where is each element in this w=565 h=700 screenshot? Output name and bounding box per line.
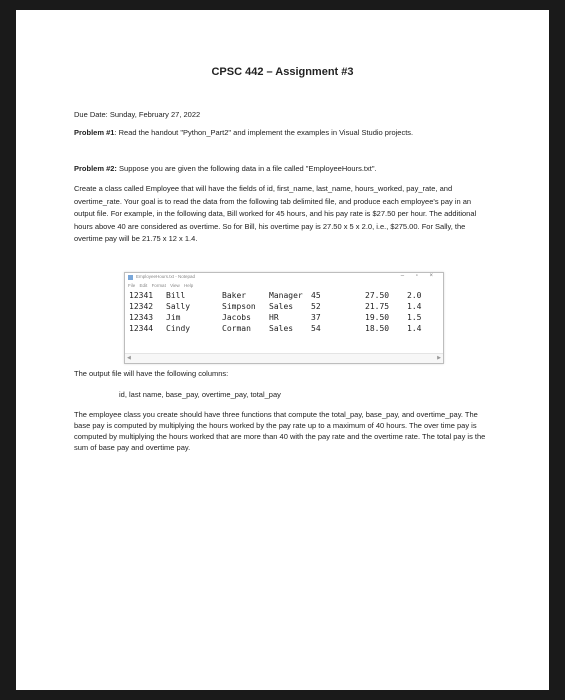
document-page bbox=[16, 10, 549, 690]
class-description-paragraph: Create a class called Employee that will have the fields of id, first_name, last_name, hours_worked, pay_rate, and overtime_rate. Your goal is to read the data from the following tab delimited file, and produce each employee's pay in an output file. For example, in the following data, Bill worked for 45 hours, and his pay rate is $27.50 per hour. The additional hours above 40 are considered as overtime. So for Bill, his overtime pay is 27.50 x 5 x 2.0, i.e., $275.00. For Sally, the overtime pay will be 21.75 x 12 x 1.4. bbox=[74, 184, 477, 243]
menu-edit[interactable]: Edit bbox=[139, 283, 148, 288]
problem-1 bbox=[74, 127, 482, 140]
department: HR bbox=[269, 313, 279, 322]
hours: 37 bbox=[311, 313, 321, 322]
overtime-rate: 1.4 bbox=[407, 302, 422, 311]
hours: 45 bbox=[311, 291, 321, 300]
employee-id: 12343 bbox=[129, 313, 154, 322]
first-name: Sally bbox=[166, 302, 191, 311]
functions-paragraph: The employee class you create should have three functions that compute the total_pay, base_pay, and overtime_pay. The base pay is computed by multiplying the hours worked by the pay rate up to a maximum of 40 hours. The over time pay is computed by multiplying the hours worked that are more than 40 with the pay rate and the overtime rate. The total pay is the sum of base pay and overtime pay. bbox=[74, 410, 486, 452]
problem-1-text: : Read the handout "Python_Part2" and implement the examples in Visual Studio projects. bbox=[114, 128, 414, 137]
first-name: Cindy bbox=[166, 324, 191, 333]
problem-2-text: Suppose you are given the following data in a file called "EmployeeHours.txt". bbox=[116, 164, 377, 173]
menu-format[interactable]: Format bbox=[151, 283, 166, 288]
last-name: Corman bbox=[222, 324, 251, 333]
employee-id: 12342 bbox=[129, 302, 154, 311]
output-columns: id, last name, base_pay, overtime_pay, total_pay bbox=[119, 390, 281, 399]
overtime-rate: 1.4 bbox=[407, 324, 422, 333]
last-name: Baker bbox=[222, 291, 247, 300]
first-name: Bill bbox=[166, 291, 186, 300]
pay-rate: 21.75 bbox=[365, 302, 390, 311]
pay-rate: 19.50 bbox=[365, 313, 390, 322]
problem-2 bbox=[74, 163, 482, 176]
hours: 54 bbox=[311, 324, 321, 333]
first-name: Jim bbox=[166, 313, 181, 322]
overtime-rate: 2.0 bbox=[407, 291, 422, 300]
problem-1-label: Problem #1 bbox=[74, 128, 115, 137]
notepad-text-area[interactable] bbox=[125, 291, 443, 347]
overtime-rate: 1.5 bbox=[407, 313, 422, 322]
notepad-menubar bbox=[125, 283, 443, 291]
output-intro: The output file will have the following columns: bbox=[74, 369, 229, 378]
last-name: Simpson bbox=[222, 302, 256, 311]
scroll-right-icon[interactable]: ▶ bbox=[437, 355, 441, 361]
last-name: Jacobs bbox=[222, 313, 251, 322]
notepad-title: EmployeeHours.txt - Notepad bbox=[136, 274, 196, 279]
horizontal-scrollbar[interactable] bbox=[125, 353, 443, 363]
problem-2-label: Problem #2: bbox=[74, 164, 117, 173]
scroll-left-icon[interactable]: ◀ bbox=[127, 355, 131, 361]
notepad-window bbox=[124, 272, 444, 364]
department: Sales bbox=[269, 302, 294, 311]
menu-file[interactable]: File bbox=[128, 283, 136, 288]
menu-help[interactable]: Help bbox=[184, 283, 194, 288]
employee-id: 12344 bbox=[129, 324, 154, 333]
employee-id: 12341 bbox=[129, 291, 154, 300]
hours: 52 bbox=[311, 302, 321, 311]
department: Manager bbox=[269, 291, 303, 300]
window-controls[interactable]: – ▫ × bbox=[400, 273, 438, 279]
menu-view[interactable]: View bbox=[170, 283, 180, 288]
pay-rate: 18.50 bbox=[365, 324, 390, 333]
page-title: CPSC 442 – Assignment #3 bbox=[211, 66, 354, 78]
notepad-titlebar bbox=[125, 273, 443, 283]
pay-rate: 27.50 bbox=[365, 291, 390, 300]
notepad-icon bbox=[128, 275, 133, 280]
due-date: Due Date: Sunday, February 27, 2022 bbox=[74, 110, 201, 119]
department: Sales bbox=[269, 324, 294, 333]
